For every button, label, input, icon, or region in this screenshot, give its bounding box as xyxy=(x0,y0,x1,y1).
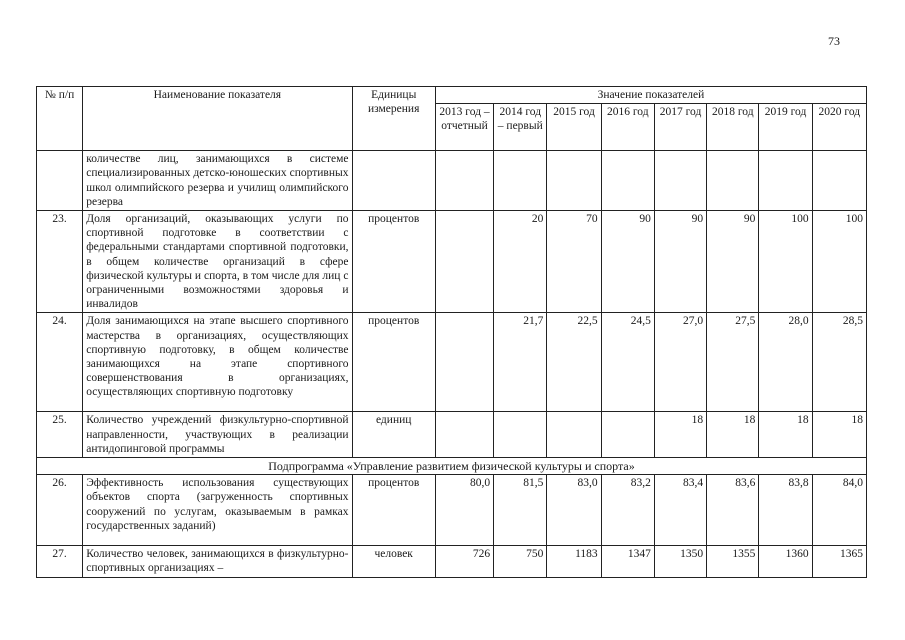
value-cell xyxy=(601,412,654,458)
header-year: 2020 год xyxy=(812,104,866,151)
value-cell xyxy=(707,151,759,211)
header-unit: Единицы измерения xyxy=(352,87,435,151)
indicator-name: Эффективность использования существующих объектов спорта (загруженность спортивных сооружений по услугам, оказываемым в рамках государственных заданий) xyxy=(83,475,352,546)
header-num: № п/п xyxy=(37,87,83,151)
indicator-name: Доля организаций, оказывающих услуги по спортивной подготовке в соответствии с федеральными стандартами спортивной подготовки, в общем количестве организаций в сфере физической культуры и спорта, в том числе для лиц с ограниченными возможностями здоровья и инвалидов xyxy=(83,211,352,313)
table-row xyxy=(37,151,867,211)
value-cell: 28,0 xyxy=(759,313,812,412)
value-cell: 27,0 xyxy=(654,313,706,412)
value-cell: 1355 xyxy=(707,546,759,577)
unit-cell: процентов xyxy=(352,475,435,546)
section-title: Подпрограмма «Управление развитием физической культуры и спорта» xyxy=(37,458,867,475)
header-year: 2019 год xyxy=(759,104,812,151)
unit-cell: процентов xyxy=(352,211,435,313)
value-cell: 18 xyxy=(707,412,759,458)
value-cell xyxy=(435,151,493,211)
value-cell: 1183 xyxy=(547,546,601,577)
value-cell: 83,0 xyxy=(547,475,601,546)
value-cell: 1360 xyxy=(759,546,812,577)
value-cell: 84,0 xyxy=(812,475,866,546)
value-cell: 83,6 xyxy=(707,475,759,546)
value-cell xyxy=(759,151,812,211)
value-cell: 18 xyxy=(812,412,866,458)
indicator-name: количестве лиц, занимающихся в системе специализированных детско-юношеских спортивных школ олимпийского резерва и училищ олимпийского резерва xyxy=(83,151,352,211)
indicator-name: Количество человек, занимающихся в физкультурно-спортивных организациях – xyxy=(83,546,352,577)
value-cell xyxy=(547,412,601,458)
value-cell xyxy=(812,151,866,211)
value-cell xyxy=(547,151,601,211)
unit-cell: процентов xyxy=(352,313,435,412)
value-cell: 18 xyxy=(654,412,706,458)
value-cell: 80,0 xyxy=(435,475,493,546)
row-number: 23. xyxy=(37,211,83,313)
value-cell: 21,7 xyxy=(494,313,547,412)
header-year: 2013 год – отчетный xyxy=(435,104,493,151)
indicator-name: Доля занимающихся на этапе высшего спортивного мастерства в организациях, осуществляющих спортивную подготовку, в общем количестве занимающихся на этапе спортивного совершенствования в организациях, осуществляющих спортивную подготовку xyxy=(83,313,352,412)
value-cell: 750 xyxy=(494,546,547,577)
row-number: 25. xyxy=(37,412,83,458)
value-cell: 83,2 xyxy=(601,475,654,546)
table-row xyxy=(37,546,867,577)
unit-cell: единиц xyxy=(352,412,435,458)
value-cell: 100 xyxy=(759,211,812,313)
value-cell xyxy=(494,412,547,458)
value-cell xyxy=(654,151,706,211)
value-cell: 90 xyxy=(707,211,759,313)
value-cell: 22,5 xyxy=(547,313,601,412)
value-cell xyxy=(601,151,654,211)
value-cell: 1350 xyxy=(654,546,706,577)
value-cell: 1365 xyxy=(812,546,866,577)
value-cell: 100 xyxy=(812,211,866,313)
header-year: 2016 год xyxy=(601,104,654,151)
indicator-name: Количество учреждений физкультурно-спортивной направленности, участвующих в реализации антидопинговой программы xyxy=(83,412,352,458)
value-cell: 83,4 xyxy=(654,475,706,546)
indicators-table xyxy=(36,86,867,578)
page-number: 73 xyxy=(828,34,840,48)
header-year: 2017 год xyxy=(654,104,706,151)
row-number: 24. xyxy=(37,313,83,412)
table-row xyxy=(37,412,867,458)
table-row xyxy=(37,475,867,546)
value-cell: 70 xyxy=(547,211,601,313)
unit-cell: человек xyxy=(352,546,435,577)
header-year: 2018 год xyxy=(707,104,759,151)
header-year: 2015 год xyxy=(547,104,601,151)
value-cell: 90 xyxy=(654,211,706,313)
value-cell: 90 xyxy=(601,211,654,313)
value-cell: 81,5 xyxy=(494,475,547,546)
value-cell xyxy=(435,412,493,458)
row-number xyxy=(37,151,83,211)
value-cell: 24,5 xyxy=(601,313,654,412)
value-cell xyxy=(435,313,493,412)
row-number: 26. xyxy=(37,475,83,546)
header-row xyxy=(37,87,867,104)
value-cell: 20 xyxy=(494,211,547,313)
header-values-group: Значение показателей xyxy=(435,87,866,104)
table-row xyxy=(37,211,867,313)
value-cell: 18 xyxy=(759,412,812,458)
row-number: 27. xyxy=(37,546,83,577)
header-name: Наименование показателя xyxy=(83,87,352,151)
table-row xyxy=(37,313,867,412)
section-row xyxy=(37,458,867,475)
value-cell: 726 xyxy=(435,546,493,577)
header-year: 2014 год – первый xyxy=(494,104,547,151)
value-cell: 27,5 xyxy=(707,313,759,412)
value-cell: 28,5 xyxy=(812,313,866,412)
value-cell: 1347 xyxy=(601,546,654,577)
value-cell xyxy=(494,151,547,211)
unit-cell xyxy=(352,151,435,211)
value-cell: 83,8 xyxy=(759,475,812,546)
value-cell xyxy=(435,211,493,313)
